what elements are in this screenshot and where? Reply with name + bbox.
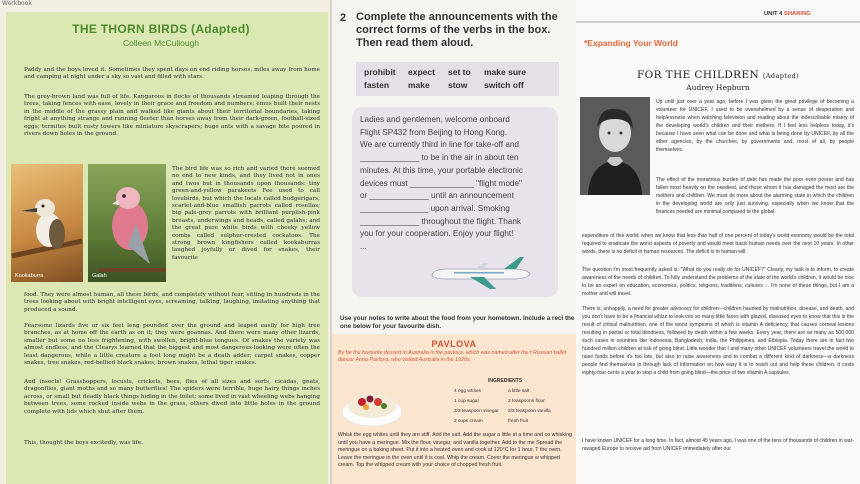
announcement-line: or _____________ until an announcement: [360, 191, 514, 201]
unit-header: [764, 11, 811, 17]
writing-prompt: Use your notes to write about the food from your hometown. Include a reci the one below for your favourite dish.: [340, 315, 575, 330]
galah-image: [88, 164, 166, 282]
paragraph-2a: The effect of the monstrous burden of debt has made the poor even poorer and has fallen most heavily on the neediest, and those whom it has damaged the most are the mothers and children. We must do more about the alarming state in which the children in the developing world are only just surviving, especially when we know that the finances needed are minimal compared to the global: [656, 177, 854, 215]
ingredient: 2 cups cream: [454, 419, 483, 424]
recipe-intro: By far the favourite dessert in Australia is the pavlova, which was named after the f Russian ballet dancer Anna Pavlova, who visited Australia in the 1920s.: [338, 350, 567, 363]
for-the-children-page: [576, 0, 860, 484]
verb-word: fasten: [364, 80, 390, 90]
galah-caption: Galah: [92, 273, 107, 279]
announcement-line: _______________ upon arrival. Smoking: [360, 203, 510, 213]
author-name: Audrey Hepburn: [686, 83, 750, 92]
paragraph-1: Up until just over a year ago, before I was given the great privilege of becoming a volunteer for UNICEF, I used to be overwhelmed by a sense of desperation and helplessness when watching television and reading about the indescribable misery of the developing world's children and their mothers. If I feel less helpless today, it's because I have seen what can be done and what is being done by UNICEF, by all the other agencies, by the churches, by governments and, most of all, by people themselves.: [656, 99, 854, 153]
verb-word: expect: [408, 67, 435, 77]
ingredient: 4 egg whites: [454, 389, 481, 394]
ingredient: fresh fruit: [508, 419, 528, 424]
pavlova-image: [340, 376, 404, 428]
author-photo: [580, 97, 650, 195]
announcement-line: _____________ throughout the flight. Thank: [360, 216, 522, 226]
recipe-method: Whisk the egg whites until they are stiff. Add the salt. Add the sugar a little at a time and co whisking until you have a meringue. Mix the flour, vinegar, and vanilla together. Add to the me Spread the meringue on a baking sheet. Put it into a heated oven and cook at 120°C for 1 hour. T the oven. Leave the meringue in the oven until it is cool. Whip the cream. Cover the meringue w whipped cream. Top the whipped cream with your choice of chopped fresh fruit.: [338, 432, 572, 469]
paragraph-1: Paddy and the boys loved it. Sometimes they spent days on end riding horses, miles away from home and camping at night under a sky so vast and filled with stars.: [24, 67, 320, 81]
section-heading: *Expanding Your World: [584, 38, 678, 48]
page-header: Workbook: [2, 0, 32, 7]
announcement-text: [360, 114, 552, 254]
verb-word: set to: [448, 67, 471, 77]
portrait-icon: [580, 97, 650, 195]
paragraph-2: The grey-brown land was full of life. Kangaroos in flocks of thousands streamed leaping through the trees, taking fences with ease, lovely in their grace and freedom and numbers; emus built their nests in the middle of the grassy plain and walked like giants about their territorial boundaries, taking fright at anything strange and running fleeter than horses away from their dark-green, football-sized eggs; termites built rusty towers like miniature skyscrapers; huge ants with a savage bite poured in rivers down holes in the ground.: [24, 94, 320, 138]
paragraph-5: I have known UNICEF for a long time. In fact, almost 45 years ago, I was one of the tens of thousands of children in war-ravaged Europe to receive aid from UNICEF immediately after our: [582, 438, 854, 452]
paragraph-3a: The bird life was so rich and varied there seemed no end to new kinds, and they lived not in ones and twos but in thousands upon thousands: tiny green-and-yellow parakeets Fee used to call lovebirds, but which the locals called budgerigars; scarlet-and-blue smallish parrots called rosellas; big pale-grey parrots with brilliant purplish-pink breasts, underwings and heads, called galahs; and the great pure white birds with cheeky yellow combs called sulphur-crested cockatoos. The strong brown kingfishers called kookaburras laughed joyfully or dived for snakes, their favourite: [172, 166, 320, 261]
paragraph-3b: food. They were almost human, all these birds, and completely without fear, sitting in hundreds in the trees looking about with bright intelligent eyes, screaming, talking, laughing, imitating anything that produced a sound.: [24, 292, 320, 313]
exercise-instruction: Complete the announcements with the correct forms of the verbs in the box. Then read them aloud.: [356, 11, 558, 49]
title-adapted: (Adapted): [762, 72, 800, 80]
verb-word: stow: [448, 80, 468, 90]
kookaburra-icon: [11, 164, 83, 282]
airplane-icon: [424, 255, 534, 291]
ingredient: 2 teaspoons flour: [508, 399, 545, 404]
paragraph-4: There is, unhappily, a need for greater advocacy for children—children haunted by malnutrition, disease, and death, and you don't have to be a financial whizz to look into so many little faces with glazed, diseased eyes to know that this is the result of critical malnutrition, one of the worst symptoms of which is vitamin A deficiency, that causes corneal lesions resulting in partial or total blindness, followed by death within a few weeks. Every year, there are as many as 500,000 such cases in countries like Indonesia, Bangladesh, India, the Philippines, and Ethiopia. Today there are in fact two hundred million children at risk of going blind. Little wonder that I and many other UNICEF volunteers travel the world to raise funds before it's too late, but also to raise awareness and to combat a different kind of darkness—a darkness people find themselves in through lack of information on how easy it is to reach out and help these children. It costs eighty-four cents a year to stop a child from going blind—the price of two vitamin A capsules.: [582, 306, 854, 376]
page-title: [576, 69, 860, 81]
exercise-number: 2: [340, 12, 347, 24]
paragraph-6: This, thought the boys excitedly, was life.: [24, 440, 144, 446]
unit-label: UNIT 4: [764, 11, 783, 17]
title-main: FOR THE CHILDREN: [636, 69, 760, 81]
paragraph-2b: expenditure of this world; when we know that less than half of one percent of today's world economy would be the total required to eradicate the worst aspects of poverty and would meet basic human needs over the next 10 years. In other words, there is no deficit in human resources. The deficit is in human will.: [582, 233, 854, 255]
announcement-line: devices must ______________ "flight mode": [360, 178, 522, 188]
ingredients-heading: INGREDIENTS: [488, 378, 523, 384]
kookaburra-image: [11, 164, 83, 282]
announcement-line: ...: [360, 242, 367, 252]
ingredient: 2/3 teaspoon vanilla: [508, 409, 551, 414]
ingredient: 2/3 teaspoon vinegar: [454, 409, 499, 414]
galah-icon: [88, 164, 166, 282]
announcement-line: minutes. At this time, your portable electronic: [360, 165, 523, 175]
paragraph-3: The question I'm most frequently asked is: "What do you really do for UNICEF?" Clearly, my task is to inform, to create awareness of the needs of children. To fully understand the problems of the state of the world's children, it would be nice to be an expert on education, economics, politics, religions, traditions, cultures ... I'm none of these things, but I am a mother and will travel.: [582, 267, 854, 297]
verb-word: make sure: [484, 67, 527, 77]
verb-word: prohibit: [364, 67, 396, 77]
author-name: Colleen McCullough: [122, 38, 200, 48]
header-divider: [576, 21, 860, 23]
paragraph-5: And insects! Grasshoppers, locusts, crickets, bees, flies of all sizes and sorts, cicadas, gnats, dragonflies, giant moths and so many butterflies! The spiders were terrible, huge hairy things inches across, or small but deadly black things hiding in the toilet; some lived in vast wheeling webs hanging between trees, some rocked inside webs in the grass, others dived into little holes in the ground complete with lids which shut after them.: [24, 379, 320, 415]
ingredient: a little salt: [508, 389, 530, 394]
announcement-line: _____________ to be in the air in about ten: [360, 153, 519, 163]
thorn-birds-page: [0, 0, 330, 484]
page-title: THE THORN BIRDS (Adapted): [72, 22, 250, 36]
announcement-line: We are currently third in line for take-off and: [360, 140, 519, 150]
unit-name: SHARING: [783, 11, 811, 17]
recipe-title: PAVLOVA: [431, 339, 477, 349]
verb-word: make: [408, 80, 430, 90]
announcements-page: [332, 0, 576, 484]
kookaburra-caption: Kookaburra: [15, 273, 44, 279]
paragraph-4: Fearsome lizards five or six feet long pounded over the ground and leaped easily for high tree branches, as at home off the earth as on it; they were goannas. And there were many other lizards, smaller but some no less frightening, with swollen, bright-blue tongues. Of snakes the variety was almost endless, and the Clearys learned that the biggest and most dangerous-looking were often the least dangerous, while a little creature a foot long might be a death adder; carpet snakes, copper snakes, tree snakes, red-bellied black snakes, brown snakes, lethal tiger snakes.: [24, 323, 320, 367]
announcement-line: Flight SP432 from Beijing to Hong Kong.: [360, 127, 508, 137]
announcement-line: you for your cooperation. Enjoy your flight!: [360, 229, 514, 239]
verb-word: switch off: [484, 80, 524, 90]
ingredient: 1 cup sugar: [454, 399, 480, 404]
announcement-line: Ladies and gentlemen, welcome onboard: [360, 115, 510, 124]
